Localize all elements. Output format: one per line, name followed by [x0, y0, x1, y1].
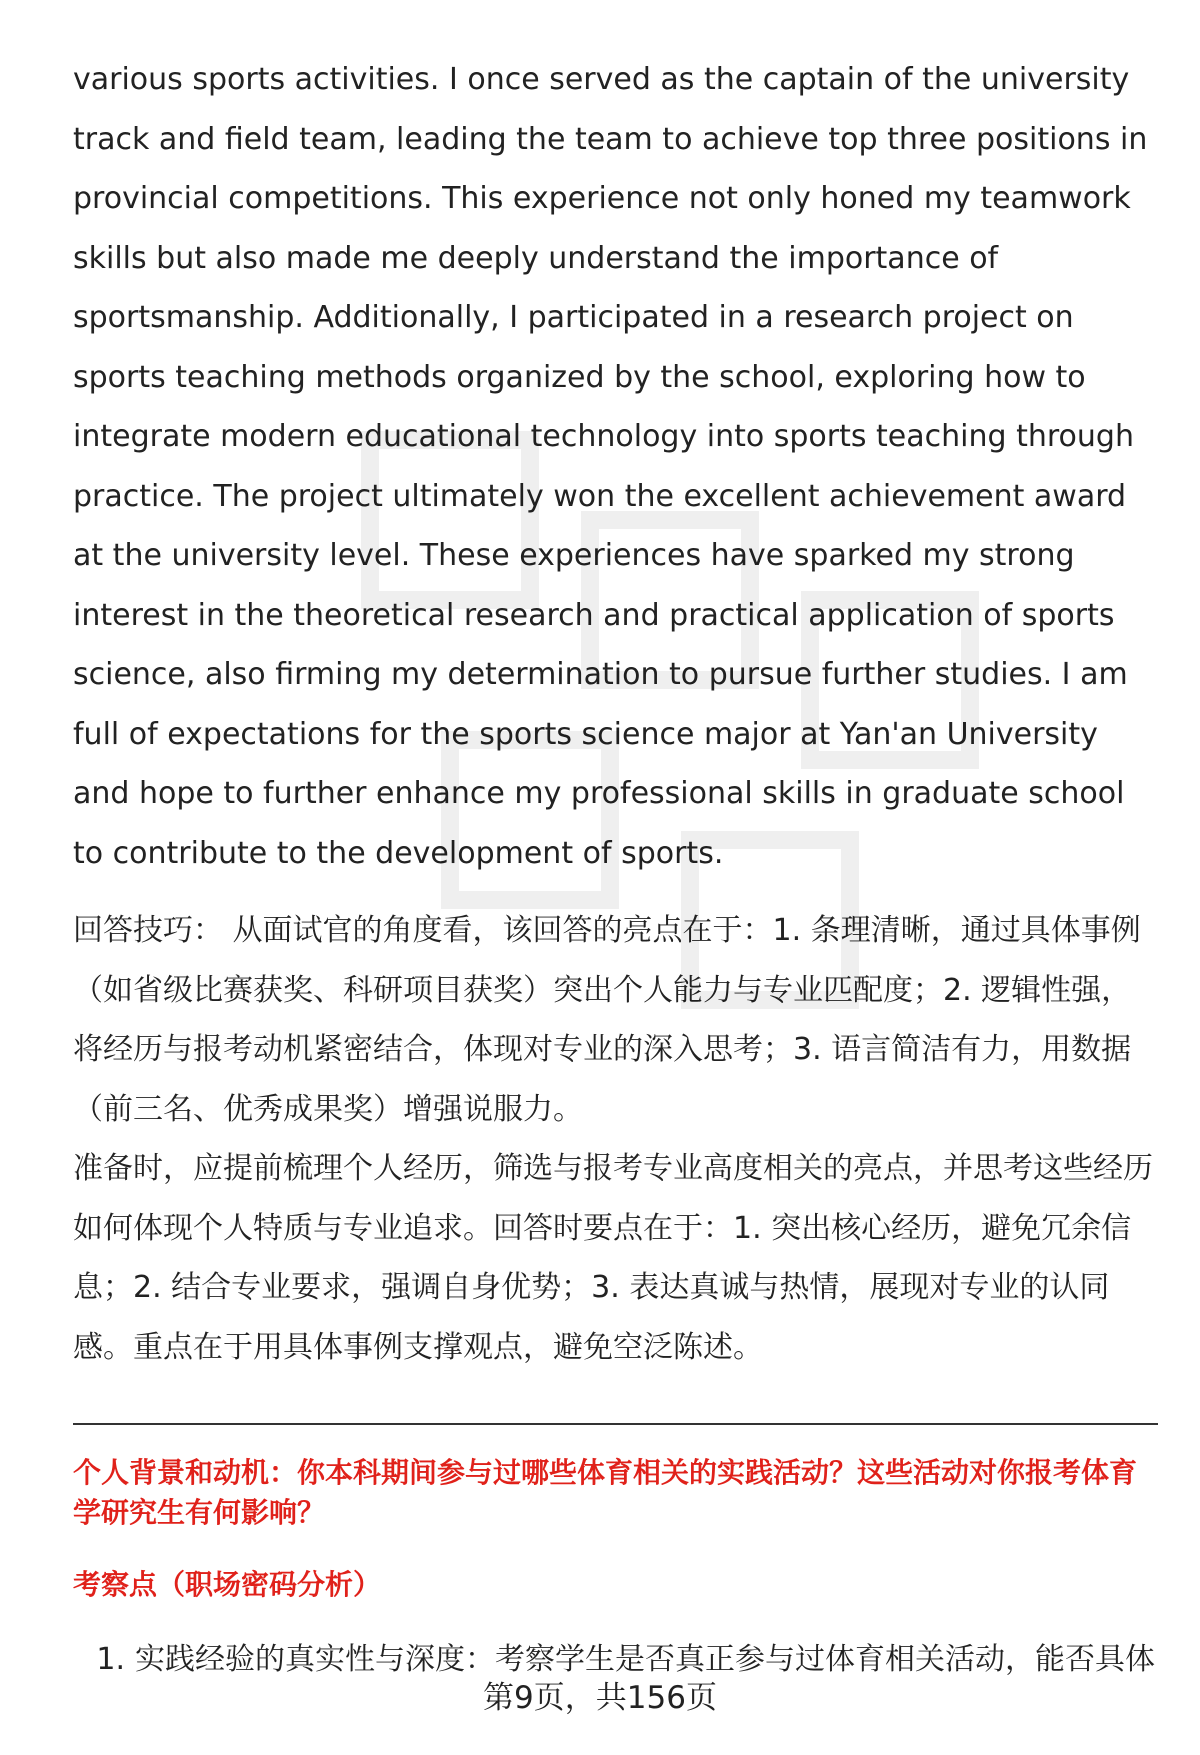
list-item-number: 1. — [96, 1642, 125, 1677]
assessment-points-heading: 考察点（职场密码分析） — [73, 1568, 382, 1601]
document-page — [73, 50, 1158, 1685]
list-item-text: 实践经验的真实性与深度：考察学生是否真正参与过体育相关活动，能否具体 — [135, 1642, 1155, 1677]
page-footer: 第9页，共156页 — [483, 1680, 717, 1716]
answer-tips-section — [73, 901, 1158, 1377]
tips-paragraph-2: 准备时，应提前梳理个人经历，筛选与报考专业高度相关的亮点，并思考这些经历如何体现个人特质与专业追求。回答时要点在于：1. 突出核心经历，避免冗余信息；2. 结合专业要求，强调自身优势；3. 表达真诚与热情，展现对专业的认同感。重点在于用具体事例支撑观点，避免空泛陈述。 — [73, 1151, 1153, 1365]
question-heading: 个人背景和动机：你本科期间参与过哪些体育相关的实践活动？这些活动对你报考体育学研究生有何影响？ — [73, 1456, 1138, 1529]
section-divider — [73, 1423, 1158, 1425]
answer-body-paragraph: various sports activities. I once served as the captain of the university track and field team, leading the team to achieve top three positions in provincial competitions. This experience not only honed my teamwork skills but also made me deeply understand the importance of sportsmanship. Additionally, I participated in a research project on sports teaching methods organized by the school, exploring how to integrate modern educational technology into sports teaching through practice. The project ultimately won the excellent achievement award at the university level. These experiences have sparked my strong interest in the theoretical research and practical application of sports science, also firming my determination to pursue further studies. I am full of expectations for the sports science major at Yan'an University and hope to further enhance my professional skills in graduate school to contribute to the development of sports. — [73, 62, 1148, 871]
tips-paragraph-1: 回答技巧： 从面试官的角度看，该回答的亮点在于：1. 条理清晰，通过具体事例（如省级比赛获奖、科研项目获奖）突出个人能力与专业匹配度；2. 逻辑性强，将经历与报考动机紧密结合，体现对专业的深入思考；3. 语言简洁有力，用数据（前三名、优秀成果奖）增强说服力。 — [73, 913, 1141, 1127]
